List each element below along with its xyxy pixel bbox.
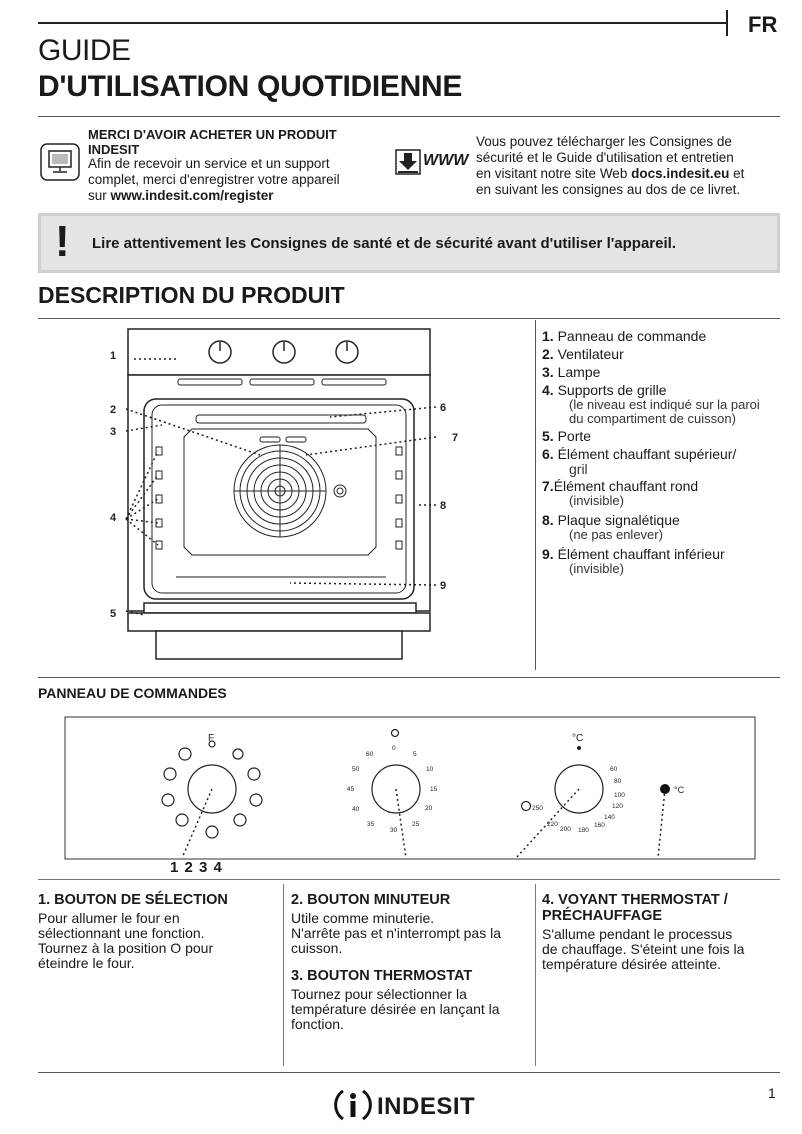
thermo-220: 220 xyxy=(547,821,558,828)
product-legend xyxy=(542,328,792,576)
header-rule xyxy=(38,22,728,24)
warning-text: Lire attentivement les Consignes de santé et de sécurité avant d'utiliser l'appareil. xyxy=(92,235,676,252)
timer-50: 50 xyxy=(352,766,360,773)
panel-item-numbers: 1 2 3 4 xyxy=(170,859,223,876)
selector-label: F xyxy=(208,733,215,744)
panel-rule xyxy=(38,677,780,678)
selector-section: 1. BOUTON DE SÉLECTION Pour allumer le four en sélectionnant une fonction. Tournez à la position O pour éteindre le four. xyxy=(38,892,278,971)
vent-slot xyxy=(250,379,314,385)
description-title: DESCRIPTION DU PRODUIT xyxy=(38,282,345,308)
control-panel-diagram xyxy=(64,716,756,878)
label-1: 1 xyxy=(110,350,117,362)
panel-title: PANNEAU DE COMMANDES xyxy=(38,685,227,701)
thermo-140: 140 xyxy=(604,814,615,821)
timer-35: 35 xyxy=(367,821,375,828)
functions-divider-1 xyxy=(283,884,284,1066)
language-code: FR xyxy=(748,12,778,37)
description-divider xyxy=(535,320,536,670)
timer-20: 20 xyxy=(425,805,433,812)
legend-item-9: 9. Élément chauffant inférieur (invisible) xyxy=(542,546,725,576)
thermo-80: 80 xyxy=(614,778,622,785)
timer-10: 10 xyxy=(426,766,434,773)
label-5: 5 xyxy=(110,608,117,620)
oven-diagram xyxy=(100,325,470,665)
label-9: 9 xyxy=(440,580,447,592)
fan-cover xyxy=(234,445,326,537)
thermo-60: 60 xyxy=(610,766,618,773)
legend-item-7: 7.Élément chauffant rond (invisible) xyxy=(542,478,699,508)
legend-item-2: 2. Ventilateur xyxy=(542,346,624,362)
thermo-180: 180 xyxy=(578,827,589,834)
functions-rule xyxy=(38,879,780,880)
timer-45: 45 xyxy=(347,786,355,793)
thermo-160: 160 xyxy=(594,822,605,829)
timer-40: 40 xyxy=(352,806,360,813)
indesit-logo-icon xyxy=(333,1085,373,1125)
register-link[interactable]: www.indesit.com/register xyxy=(110,188,274,203)
footer-rule xyxy=(38,1072,780,1073)
header-rule-tick xyxy=(726,10,728,36)
timer-60: 60 xyxy=(366,751,374,758)
vent-slot xyxy=(322,379,386,385)
timer-5: 5 xyxy=(413,751,417,758)
timer-25: 25 xyxy=(412,821,420,828)
page-title-line2: D'UTILISATION QUOTIDIENNE xyxy=(38,70,463,103)
download-icon xyxy=(394,148,422,176)
label-2: 2 xyxy=(110,404,117,416)
monitor-icon xyxy=(40,143,80,181)
legend-item-3: 3. Lampe xyxy=(542,364,601,380)
label-3: 3 xyxy=(110,426,117,438)
legend-item-1: 1. Panneau de commande xyxy=(542,328,707,344)
panel-frame xyxy=(65,717,755,859)
timer-15: 15 xyxy=(430,786,438,793)
thermostat-unit: °C xyxy=(572,733,584,744)
info-top-rule xyxy=(38,116,780,117)
vent-slot xyxy=(178,379,242,385)
register-text: Afin de recevoir un service et un support complet, merci d'enregistrer votre appareil sur www.indesit.com/register xyxy=(88,156,340,203)
thermo-120: 120 xyxy=(612,803,623,810)
timer-30: 30 xyxy=(390,827,398,834)
www-label: WWW xyxy=(423,152,469,169)
description-rule xyxy=(38,318,780,319)
page-number: 1 xyxy=(768,1085,776,1101)
light-heading-line2: PRÉCHAUFFAGE xyxy=(542,908,663,924)
lamp-unit: °C xyxy=(674,785,685,795)
legend-item-6: 6. Élément chauffant supérieur/ gril xyxy=(542,446,737,477)
timer-section: 2. BOUTON MINUTEUR Utile comme minuterie. N'arrête pas et n'interrompt pas la cuisson. 3. BOUTON THERMOSTAT Tournez pour sélectionner la température désirée en lançant la fonction. xyxy=(291,892,531,1032)
timer-0: 0 xyxy=(392,745,396,752)
thermo-100: 100 xyxy=(614,792,625,799)
legend-item-4: 4. Supports de grille (le niveau est indiqué sur la paroi du compartiment de cuisson) xyxy=(542,382,760,426)
selector-heading: 1. BOUTON DE SÉLECTION xyxy=(38,892,228,908)
page-title-line1: GUIDE xyxy=(38,34,131,67)
thermo-200: 200 xyxy=(560,826,571,833)
label-4: 4 xyxy=(110,512,117,524)
label-8: 8 xyxy=(440,500,447,512)
legend-item-8: 8. Plaque signalétique (ne pas enlever) xyxy=(542,512,680,542)
label-6: 6 xyxy=(440,402,447,414)
oven-door xyxy=(144,603,416,613)
warning-icon: ! xyxy=(55,217,70,266)
thermo-250: 250 xyxy=(532,805,543,812)
label-7: 7 xyxy=(452,432,459,444)
legend-item-5: 5. Porte xyxy=(542,428,592,444)
brand-name: INDESIT xyxy=(377,1093,476,1120)
docs-link[interactable]: docs.indesit.eu xyxy=(631,166,730,181)
register-heading: MERCI D'AVOIR ACHETER UN PRODUIT INDESIT xyxy=(88,127,337,157)
thermostat-light-section: 4. VOYANT THERMOSTAT / PRÉCHAUFFAGE S'allume pendant le processus de chauffage. S'éteint une fois la température désirée atteinte. xyxy=(542,892,782,972)
thermostat-heading: 3. BOUTON THERMOSTAT xyxy=(291,968,473,984)
light-heading-line1: 4. VOYANT THERMOSTAT / xyxy=(542,892,728,908)
timer-heading: 2. BOUTON MINUTEUR xyxy=(291,892,451,908)
functions-divider-2 xyxy=(535,884,536,1066)
download-text: Vous pouvez télécharger les Consignes de sécurité et le Guide d'utilisation et entretien en visitant notre site Web docs.indesit.eu et en suivant les consignes au dos de ce livret. xyxy=(476,134,745,197)
